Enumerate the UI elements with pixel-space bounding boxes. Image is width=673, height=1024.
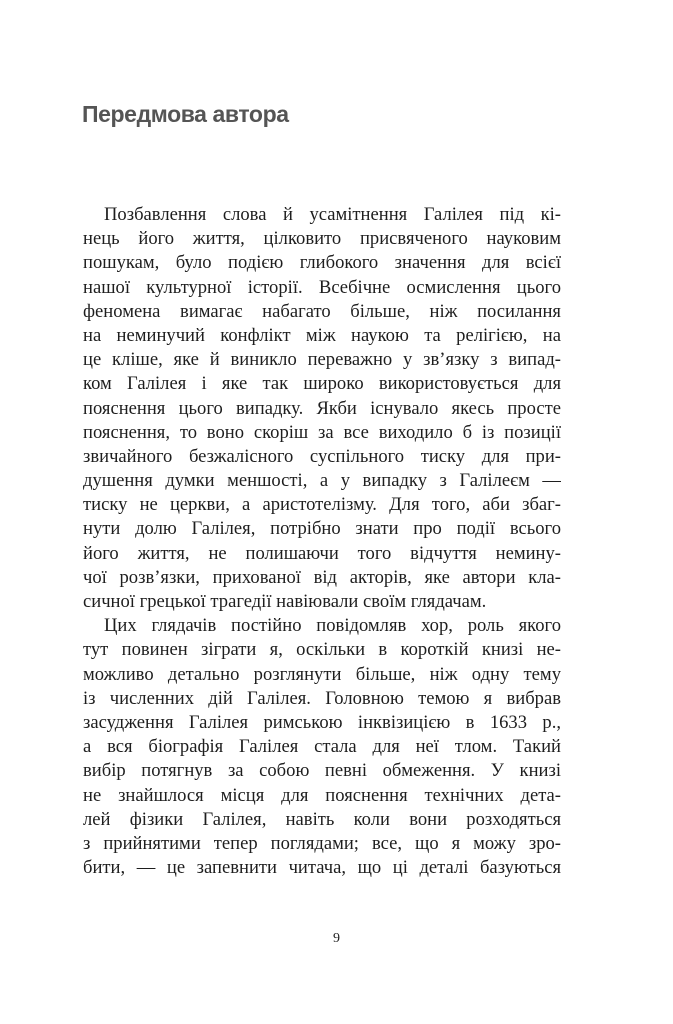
text-line: Позбавлення слова й усамітнення Галілея під кі- (104, 204, 561, 225)
text-line: пошукам, було подією глибокого значення для всієї (83, 252, 561, 274)
page-number: 9 (333, 931, 340, 946)
text-line: феномена вимагає набагато більше, ніж посилання (83, 300, 561, 322)
text-line: душення думки меншості, а у випадку з Галілеєм — (83, 470, 561, 492)
text-line: бити, — це запевнити читача, що ці деталі базуються (83, 857, 561, 879)
text-line: із численних дій Галілея. Головною темою я вибрав (83, 687, 561, 709)
text-line: на неминучий конфлікт між наукою та релігією, на (83, 324, 561, 346)
text-line: пояснення, то воно скоріш за все виходило б із позиції (83, 421, 561, 443)
text-line: його життя, не полишаючи того відчуття немину- (83, 542, 561, 564)
text-line: сичної грецької трагедії навіювали своїм глядачам. (83, 591, 487, 612)
text-line: нець його життя, цілковито присвяченого науковим (83, 228, 561, 250)
text-line: тиску не церкви, а аристотелізму. Для того, аби збаг- (83, 494, 561, 516)
text-line: вибір потягнув за собою певні обмеження. У книзі (83, 760, 561, 782)
text-line: не знайшлося місця для пояснення технічних дета- (83, 784, 561, 806)
text-line: нашої культурної історії. Всебічне осмислення цього (83, 276, 561, 298)
text-line: а вся біографія Галілея стала для неї тлом. Такий (83, 736, 561, 758)
text-line: лей фізики Галілея, навіть коли вони розходяться (83, 808, 561, 830)
text-line: нути долю Галілея, потрібно знати про події всього (83, 518, 561, 540)
text-line: це кліше, яке й виникло переважно у зв’язку з випад- (83, 349, 561, 371)
text-line: тут повинен зіграти я, оскільки в короткій книзі не- (83, 639, 561, 661)
body-text (83, 203, 561, 880)
text-line: з прийнятими тепер поглядами; все, що я можу зро- (83, 832, 561, 854)
chapter-heading: Передмова автора (82, 101, 289, 127)
text-line: пояснення цього випадку. Якби існувало якесь просте (83, 397, 561, 419)
text-line: чої розв’язки, прихованої від акторів, яке автори кла- (83, 566, 561, 588)
text-line: можливо детально розглянути більше, ніж одну тему (83, 663, 561, 685)
text-line: звичайного безжалісного суспільного тиску для при- (83, 445, 561, 467)
text-line: ком Галілея і яке так широко використовується для (83, 373, 561, 395)
text-line: Цих глядачів постійно повідомляв хор, роль якого (104, 615, 561, 637)
text-line: засудження Галілея римською інквізицією в 1633 р., (83, 711, 561, 733)
paragraph (83, 614, 561, 880)
paragraph (83, 203, 561, 614)
